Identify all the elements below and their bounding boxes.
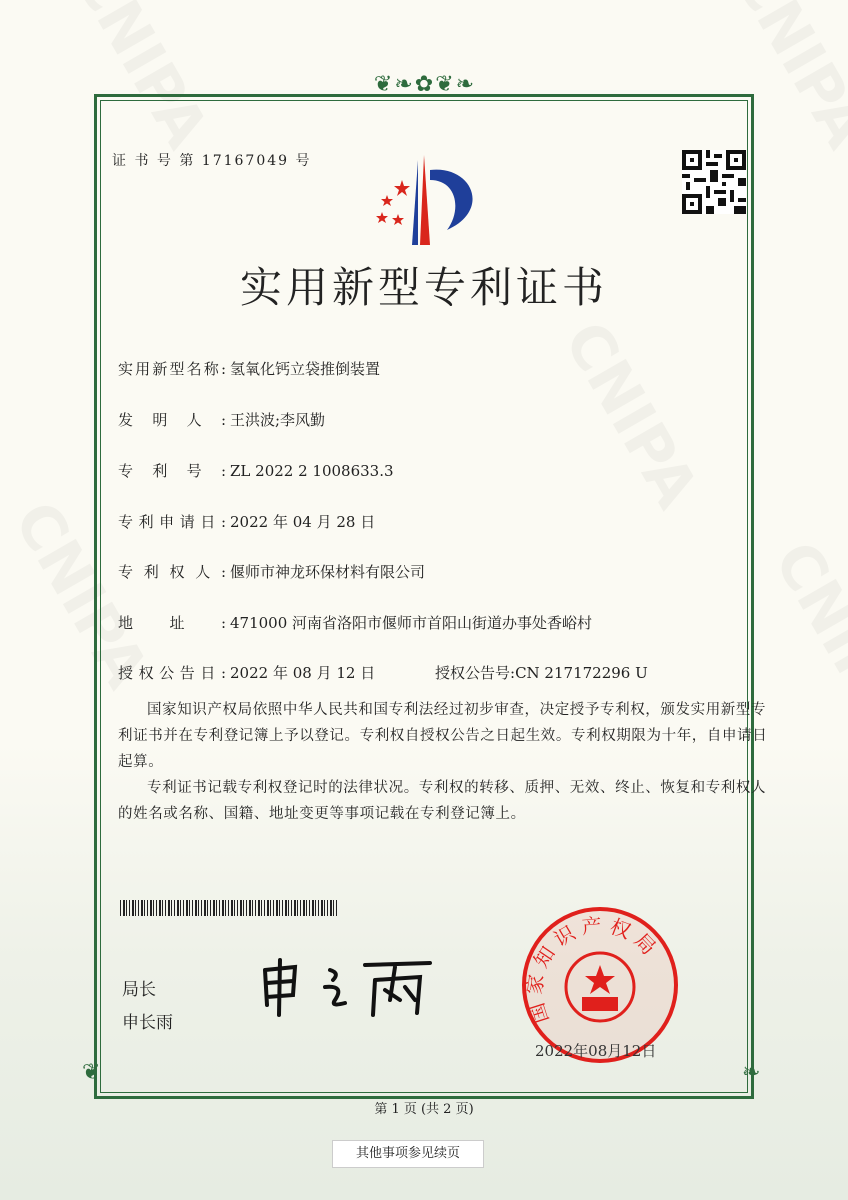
- field-value: CN 217172296 U: [515, 664, 648, 682]
- field-label: 地址:: [118, 614, 226, 632]
- seal-date: 2022年08月12日: [535, 1042, 657, 1060]
- page-number: 第 1 页 (共 2 页): [374, 1102, 474, 1117]
- field-value: ZL 2022 2 1008633.3: [230, 462, 394, 480]
- field-value: 王洪波;李风勤: [230, 411, 326, 429]
- director-name: 申长雨: [122, 1013, 173, 1033]
- field-application-date: [118, 511, 375, 532]
- field-grant-date: [118, 662, 375, 683]
- director-title: 局长: [122, 980, 156, 1000]
- field-label: 专利号:: [118, 462, 226, 480]
- statement-paragraph: 国家知识产权局依照中华人民共和国专利法经过初步审查，决定授予专利权，颁发实用新型专利证书并在专利登记簿上予以登记。专利权自授权公告之日起生效。专利权期限为十年，自申请日起算。: [118, 702, 768, 770]
- field-value: 氢氧化钙立袋推倒装置: [230, 360, 381, 378]
- certificate-statement: [118, 697, 778, 827]
- field-announcement-number: [435, 662, 648, 683]
- field-patentee: [118, 561, 425, 582]
- qr-code: [682, 150, 746, 214]
- field-label: 实用新型名称:: [118, 360, 226, 378]
- barcode: [120, 900, 338, 916]
- field-value: 2022 年 04 月 28 日: [230, 513, 376, 531]
- field-label: 专利申请日:: [118, 513, 226, 531]
- ornament-bottom-right: ❧: [742, 1060, 761, 1085]
- field-label: 授权公告号:: [435, 664, 516, 682]
- field-value: 偃师市神龙环保材料有限公司: [230, 563, 426, 581]
- field-label: 专利权人:: [118, 563, 226, 581]
- field-label: 发明人:: [118, 411, 226, 429]
- field-patent-number: [118, 460, 394, 481]
- field-value: 471000 河南省洛阳市偃师市首阳山街道办事处香峪村: [230, 614, 593, 632]
- cnipa-logo: [362, 150, 487, 250]
- continued-page-button[interactable]: 其他事项参见续页: [332, 1140, 484, 1168]
- statement-paragraph: 专利证书记载专利权登记时的法律状况。专利权的转移、质押、无效、终止、恢复和专利权人的姓名或名称、国籍、地址变更等事项记载在专利登记簿上。: [118, 780, 767, 822]
- ornament-top: ❦❧✿❦❧: [373, 72, 477, 97]
- field-utility-model-name: [118, 358, 380, 379]
- field-label: 授权公告日:: [118, 664, 226, 682]
- ornament-bottom-left: ❦: [82, 1060, 101, 1085]
- seal-text: 国家知识产权局: [521, 912, 665, 1027]
- director-signature: [255, 955, 440, 1020]
- field-value: 2022 年 08 月 12 日: [230, 664, 376, 682]
- page-title: 实用新型专利证书: [239, 263, 608, 312]
- field-address: [118, 612, 592, 633]
- field-inventor: [118, 409, 325, 430]
- certificate-number: 证 书 号 第 17167049 号: [112, 153, 312, 169]
